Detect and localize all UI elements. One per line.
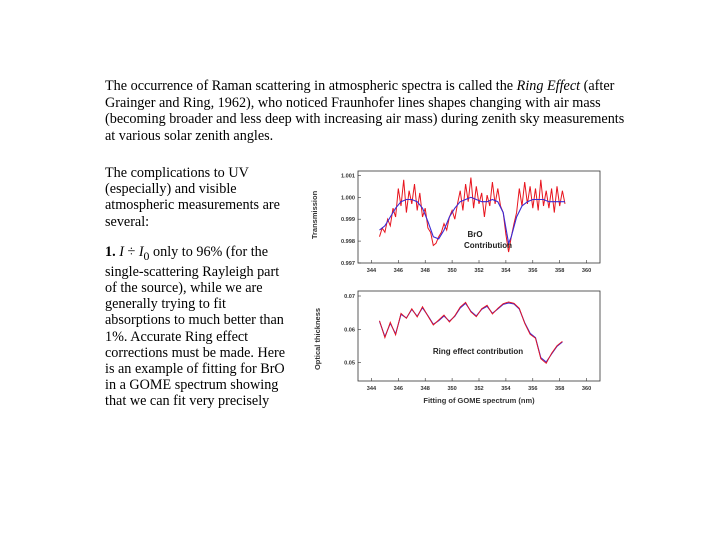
optical-thickness-y-tick-label: 0.07 (344, 294, 355, 300)
optical-thickness-x-tick-label: 354 (501, 386, 511, 392)
intensity-symbol: I (119, 243, 124, 260)
transmission-y-tick-label: 0.997 (341, 261, 355, 267)
bro-contribution-label: Contribution (464, 241, 512, 250)
bro-label: BrO (467, 230, 483, 239)
transmission-y-tick-label: 0.998 (341, 239, 355, 246)
figure-canvas (296, 163, 612, 413)
optical-thickness-x-tick-label: 350 (447, 386, 457, 392)
point-1-text: only to 96% (for the single-scattering Rayleigh part of the source), while we are generally trying to fit absorptions to much better than 1%. Accurate Ring effect corrections must be made. Here is an example of fitting for BrO in a GOME spectrum showing that we can fit very precisely (105, 243, 286, 410)
transmission-y-tick-label: 1.001 (341, 173, 355, 180)
optical-thickness-y-tick-label: 0.06 (344, 327, 355, 334)
reference-intensity-symbol: I (138, 243, 144, 260)
optical-thickness-x-tick-label: 358 (554, 386, 565, 392)
optical-thickness-y-ticks (344, 294, 361, 367)
optical-thickness-plot-frame (358, 291, 600, 381)
transmission-x-tick-label: 356 (528, 268, 538, 274)
point-1-paragraph (105, 244, 290, 410)
transmission-x-tick-label: 346 (393, 268, 404, 274)
gome-fit-figure (296, 163, 612, 413)
transmission-x-tick-label: 360 (581, 268, 592, 274)
transmission-y-tick-label: 0.999 (341, 217, 355, 224)
ring-effect-term: Ring Effect (516, 78, 581, 94)
optical-thickness-x-tick-label: 346 (393, 386, 404, 392)
intro-text-start: The occurrence of Raman scattering in atmospheric spectra is called the (105, 78, 517, 94)
transmission-x-tick-label: 358 (554, 268, 565, 274)
optical-thickness-y-tick-label: 0.05 (344, 360, 355, 367)
y-axis-label-optical-thickness: Optical thickness (313, 307, 322, 371)
optical-thickness-x-tick-label: 360 (581, 386, 592, 392)
transmission-x-tick-label: 352 (474, 268, 484, 274)
transmission-x-tick-label: 344 (366, 268, 377, 274)
transmission-chart (310, 171, 600, 274)
reference-intensity-subscript: 0 (143, 248, 150, 263)
optical-thickness-x-ticks (367, 378, 591, 392)
complications-paragraph: The complications to UV (especially) and visible atmospheric measurements are several: (105, 165, 280, 230)
transmission-y-tick-label: 1.000 (341, 195, 355, 202)
transmission-x-tick-label: 350 (447, 268, 457, 274)
optical-thickness-x-tick-label: 344 (366, 386, 377, 392)
intro-paragraph (105, 78, 625, 144)
optical-thickness-x-tick-label: 352 (474, 386, 484, 392)
x-axis-label: Fitting of GOME spectrum (nm) (423, 396, 535, 405)
optical-thickness-x-tick-label: 348 (420, 386, 430, 392)
optical-thickness-chart (313, 291, 600, 405)
intro-text-end: (after Grainger and Ring, 1962), who noticed Fraunhofer lines shapes changing with air mass (becoming broader and less deep with increasing air mass) during zenith sky measurements at various solar zenith angles. (105, 78, 625, 144)
optical-thickness-x-tick-label: 356 (528, 386, 538, 392)
transmission-x-tick-label: 348 (420, 268, 430, 274)
left-column (105, 165, 290, 410)
transmission-x-ticks (367, 260, 591, 274)
transmission-x-tick-label: 354 (501, 268, 511, 274)
ring-effect-contribution-label: Ring effect contribution (432, 347, 524, 356)
point-1-number: 1. (105, 243, 116, 260)
y-axis-label-transmission: Transmission (310, 190, 319, 240)
divide-symbol: ÷ (123, 243, 139, 260)
